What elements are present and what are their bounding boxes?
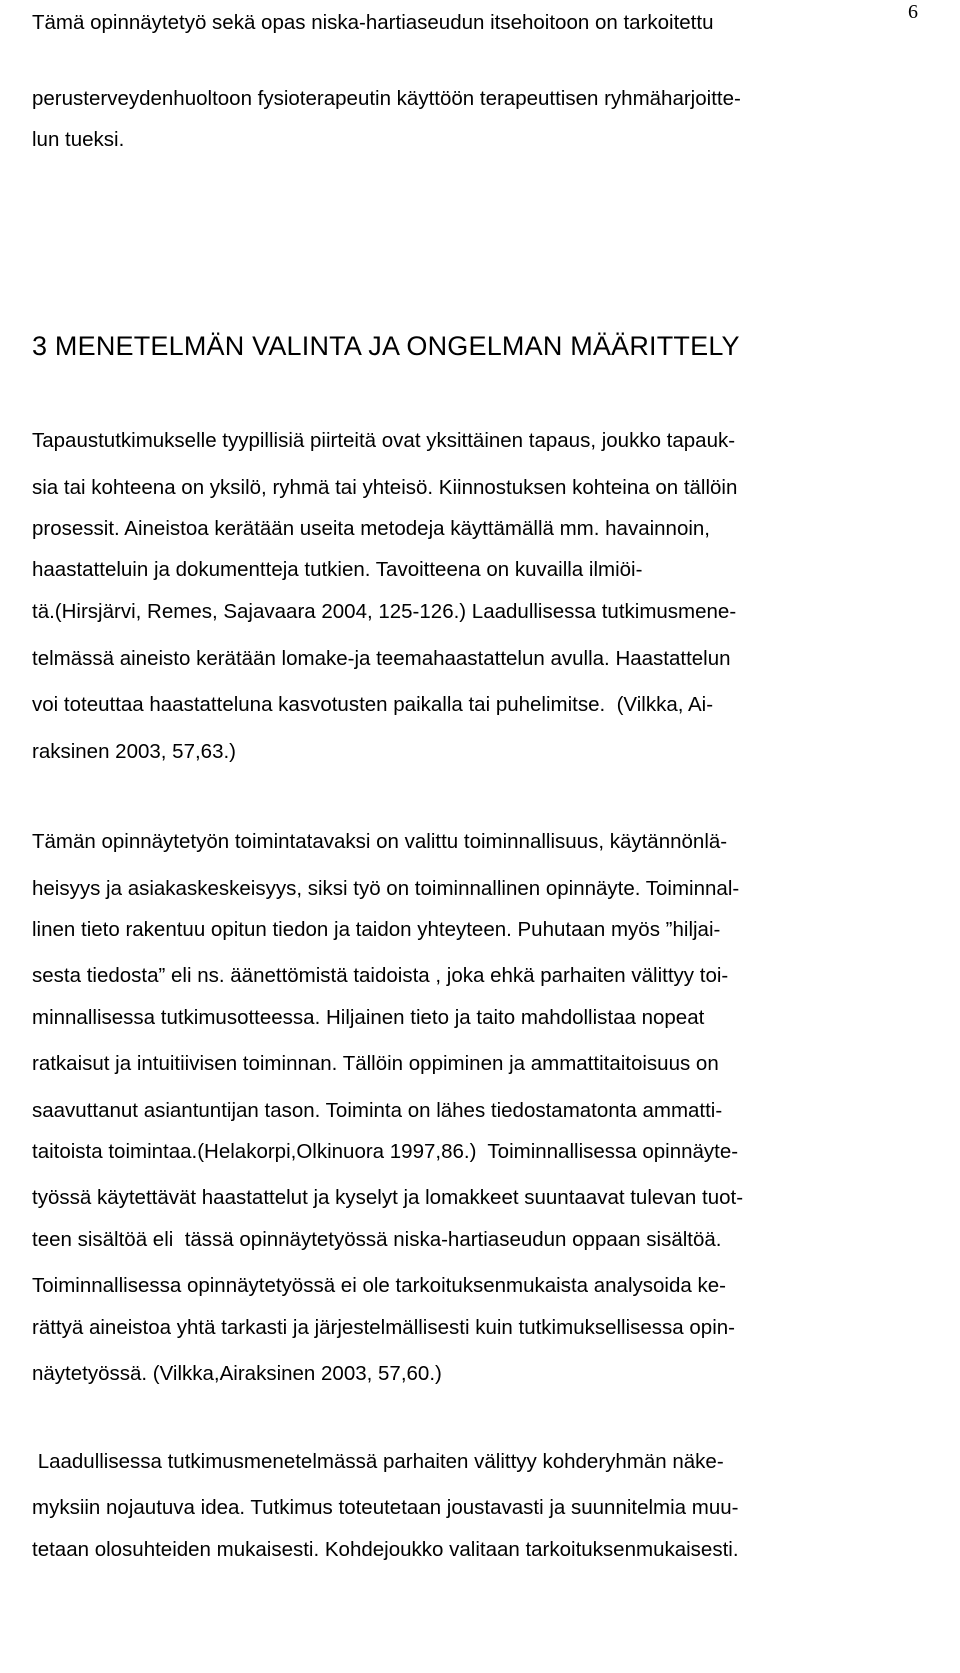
text-line: lun tueksi. xyxy=(32,128,125,151)
text-line: Toiminnallisessa opinnäytetyössä ei ole tarkoituksenmukaista analysoida ke- xyxy=(32,1274,726,1297)
text-line: Tämän opinnäytetyön toimintatavaksi on valittu toiminnallisuus, käytännönlä- xyxy=(32,830,728,853)
text-line: näytetyössä. (Vilkka,Airaksinen 2003, 57,60.) xyxy=(32,1362,442,1385)
section-heading: 3 MENETELMÄN VALINTA JA ONGELMAN MÄÄRITTELY xyxy=(32,331,740,361)
text-line: heisyys ja asiakaskeskeisyys, siksi työ on toiminnallinen opinnäyte. Toiminnal- xyxy=(32,877,740,900)
text-line: sia tai kohteena on yksilö, ryhmä tai yhteisö. Kiinnostuksen kohteina on tällöin xyxy=(32,476,738,499)
text-line: tä.(Hirsjärvi, Remes, Sajavaara 2004, 125-126.) Laadullisessa tutkimusmene- xyxy=(32,600,737,623)
text-line: rättyä aineistoa yhtä tarkasti ja järjestelmällisesti kuin tutkimuksellisessa opin- xyxy=(32,1316,735,1339)
text-line: raksinen 2003, 57,63.) xyxy=(32,740,236,763)
text-line: prosessit. Aineistoa kerätään useita metodeja käyttämällä mm. havainnoin, xyxy=(32,517,711,540)
page-number: 6 xyxy=(908,1,918,23)
text-line: perusterveydenhuoltoon fysioterapeutin käyttöön terapeuttisen ryhmäharjoitte- xyxy=(32,87,741,110)
text-line: taitoista toimintaa.(Helakorpi,Olkinuora 1997,86.) Toiminnallisessa opinnäyte- xyxy=(32,1140,739,1163)
text-line: voi toteuttaa haastatteluna kasvotusten paikalla tai puhelimitse. (Vilkka, Ai- xyxy=(32,693,714,716)
text-line: Laadullisessa tutkimusmenetelmässä parhaiten välittyy kohderyhmän näke- xyxy=(32,1450,724,1473)
text-line: minnallisessa tutkimusotteessa. Hiljainen tieto ja taito mahdollistaa nopeat xyxy=(32,1006,705,1029)
text-line: myksiin nojautuva idea. Tutkimus toteutetaan joustavasti ja suunnitelmia muu- xyxy=(32,1496,739,1519)
text-line: telmässä aineisto kerätään lomake-ja teemahaastattelun avulla. Haastattelun xyxy=(32,647,731,670)
text-line: haastatteluin ja dokumentteja tutkien. Tavoitteena on kuvailla ilmiöi- xyxy=(32,558,643,581)
text-line: Tapaustutkimukselle tyypillisiä piirteitä ovat yksittäinen tapaus, joukko tapauk- xyxy=(32,429,736,452)
text-line: työssä käytettävät haastattelut ja kyselyt ja lomakkeet suuntaavat tulevan tuot- xyxy=(32,1186,744,1209)
text-line: teen sisältöä eli tässä opinnäytetyössä niska-hartiaseudun oppaan sisältöä. xyxy=(32,1228,722,1251)
text-line: linen tieto rakentuu opitun tiedon ja taidon yhteyteen. Puhutaan myös ”hiljai- xyxy=(32,918,721,941)
text-line: tetaan olosuhteiden mukaisesti. Kohdejoukko valitaan tarkoituksenmukaisesti. xyxy=(32,1538,739,1561)
text-line: ratkaisut ja intuitiivisen toiminnan. Tällöin oppiminen ja ammattitaitoisuus on xyxy=(32,1052,719,1075)
text-line: sesta tiedosta” eli ns. äänettömistä taidoista , joka ehkä parhaiten välittyy toi- xyxy=(32,964,729,987)
text-line: Tämä opinnäytetyö sekä opas niska-hartiaseudun itsehoitoon on tarkoitettu xyxy=(32,11,714,34)
text-line: saavuttanut asiantuntijan tason. Toiminta on lähes tiedostamatonta ammatti- xyxy=(32,1099,723,1122)
